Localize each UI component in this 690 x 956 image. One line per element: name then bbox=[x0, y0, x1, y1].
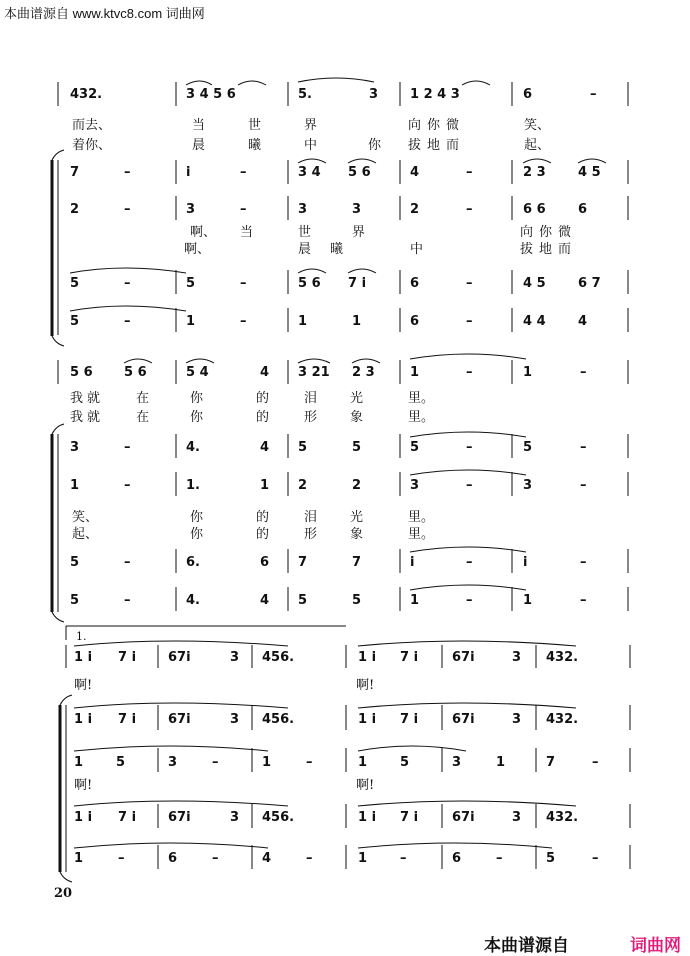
note: – bbox=[124, 165, 131, 180]
note: – bbox=[118, 851, 125, 866]
note: 1 bbox=[496, 755, 506, 770]
slur bbox=[238, 81, 266, 85]
note: 5 bbox=[410, 440, 420, 455]
bracket-hook bbox=[52, 424, 64, 434]
lyric-line: 形 bbox=[304, 410, 318, 425]
note: 3 21 bbox=[298, 365, 330, 380]
lyric-line: 笑、 bbox=[72, 510, 99, 525]
note: – bbox=[592, 755, 599, 770]
note: – bbox=[240, 314, 247, 329]
slur bbox=[74, 641, 288, 646]
note: 4. bbox=[186, 593, 200, 608]
note: 3 bbox=[512, 712, 522, 727]
slur bbox=[523, 159, 551, 163]
note: – bbox=[590, 87, 597, 102]
note: 4 bbox=[410, 165, 420, 180]
note: 432. bbox=[70, 87, 103, 102]
note: 5 bbox=[546, 851, 556, 866]
lyric-line: 当 bbox=[240, 225, 254, 240]
slur bbox=[70, 268, 186, 273]
slur bbox=[186, 81, 212, 85]
lyric-line: 向你微 bbox=[408, 118, 466, 133]
note: 3 bbox=[230, 810, 240, 825]
lyric-line: 啊! bbox=[74, 678, 93, 693]
lyric-line: 里。 bbox=[408, 527, 435, 542]
note: – bbox=[466, 314, 473, 329]
lyric-line: 光 bbox=[350, 510, 364, 525]
note: 6 6 bbox=[523, 202, 546, 217]
note: 1 bbox=[74, 851, 84, 866]
note: 2 bbox=[298, 478, 308, 493]
note: – bbox=[580, 593, 587, 608]
slur bbox=[410, 470, 526, 475]
lyric-line: 晨 bbox=[298, 242, 312, 257]
slur bbox=[410, 547, 526, 552]
note: 6. bbox=[186, 555, 200, 570]
note: 3 bbox=[168, 755, 178, 770]
note: 1 bbox=[410, 365, 420, 380]
lyric-line: 曦 bbox=[330, 242, 344, 257]
slur bbox=[348, 159, 376, 163]
note: 5 bbox=[70, 593, 80, 608]
slur bbox=[358, 746, 466, 751]
note: 7 bbox=[70, 165, 80, 180]
note: 7 i bbox=[400, 810, 419, 825]
lyric-line: 世 bbox=[298, 225, 312, 240]
lyric-line: 曦 bbox=[248, 138, 262, 153]
lyric-line: 在 bbox=[136, 410, 150, 425]
note: 6 bbox=[410, 276, 420, 291]
note: – bbox=[306, 755, 313, 770]
note: 5 bbox=[298, 440, 308, 455]
lyric-line: 中 bbox=[410, 242, 424, 257]
note: 1 2 4 3 bbox=[410, 87, 460, 102]
lyric-line: 啊、 bbox=[184, 242, 211, 257]
note: – bbox=[580, 440, 587, 455]
slur bbox=[352, 359, 380, 363]
slur bbox=[410, 354, 526, 359]
note: 1 i bbox=[74, 712, 93, 727]
slur bbox=[462, 81, 490, 85]
bracket-hook bbox=[52, 150, 64, 160]
note: 6 bbox=[168, 851, 178, 866]
slur bbox=[74, 746, 268, 751]
note: – bbox=[466, 365, 473, 380]
note: 4 bbox=[260, 440, 270, 455]
note: 5 bbox=[352, 440, 362, 455]
note: 4 bbox=[578, 314, 588, 329]
note: 7 i bbox=[400, 650, 419, 665]
slur bbox=[578, 159, 606, 163]
note: 5 bbox=[70, 314, 80, 329]
slur bbox=[74, 801, 288, 806]
note: 6 bbox=[410, 314, 420, 329]
page-number: 20 bbox=[54, 886, 73, 901]
note: 432. bbox=[546, 810, 579, 825]
note: 67i bbox=[452, 650, 475, 665]
note: 7 bbox=[298, 555, 308, 570]
lyric-line: 在 bbox=[136, 391, 150, 406]
lyric-line: 而去、 bbox=[72, 118, 112, 133]
lyric-line: 象 bbox=[350, 527, 364, 542]
bracket-hook bbox=[60, 695, 72, 705]
footer-brand-logo[interactable]: 词曲网 bbox=[630, 936, 681, 955]
slur bbox=[348, 269, 376, 273]
note: – bbox=[124, 314, 131, 329]
lyric-line: 着你、 bbox=[72, 138, 112, 153]
slur bbox=[70, 306, 186, 311]
note: 1 i bbox=[358, 810, 377, 825]
note: 3 4 5 6 bbox=[186, 87, 236, 102]
note: 1 bbox=[262, 755, 272, 770]
note: 3 bbox=[298, 202, 308, 217]
lyric-line: 里。 bbox=[408, 410, 435, 425]
note: 4 5 bbox=[578, 165, 601, 180]
note: 3 bbox=[452, 755, 462, 770]
lyric-line: 你 bbox=[368, 138, 382, 153]
note: i bbox=[410, 555, 415, 570]
footer-source-text: 本曲谱源自 bbox=[484, 936, 569, 955]
lyric-line: 泪 bbox=[304, 391, 318, 406]
note: – bbox=[124, 276, 131, 291]
note: – bbox=[124, 440, 131, 455]
note: 3 bbox=[523, 478, 533, 493]
note: 5 bbox=[523, 440, 533, 455]
note: – bbox=[212, 851, 219, 866]
lyric-line: 你 bbox=[190, 510, 204, 525]
lyric-line: 拔地而 bbox=[520, 242, 578, 257]
note: 5. bbox=[298, 87, 312, 102]
note: 6 bbox=[452, 851, 462, 866]
note: 1 bbox=[298, 314, 308, 329]
header-watermark: 本曲谱源自 www.ktvc8.com 词曲网 bbox=[4, 6, 205, 21]
note: 5 bbox=[352, 593, 362, 608]
note: i bbox=[523, 555, 528, 570]
note: 1 bbox=[70, 478, 80, 493]
note: 1 bbox=[358, 755, 368, 770]
lyric-line: 我就 bbox=[70, 410, 105, 425]
note: – bbox=[466, 165, 473, 180]
lyric-line: 泪 bbox=[304, 510, 318, 525]
note: 7 bbox=[352, 555, 362, 570]
note: 6 7 bbox=[578, 276, 601, 291]
lyric-line: 的 bbox=[256, 510, 270, 525]
note: – bbox=[580, 478, 587, 493]
lyric-line: 你 bbox=[190, 410, 204, 425]
note: 3 bbox=[70, 440, 80, 455]
note: 1. bbox=[186, 478, 200, 493]
note: i bbox=[186, 165, 191, 180]
note: 5 4 bbox=[186, 365, 209, 380]
note: 2 bbox=[352, 478, 362, 493]
note: 67i bbox=[452, 712, 475, 727]
note: 4 4 bbox=[523, 314, 546, 329]
note: 1 bbox=[352, 314, 362, 329]
lyric-line: 你 bbox=[190, 527, 204, 542]
note: 4 bbox=[260, 365, 270, 380]
note: – bbox=[466, 276, 473, 291]
lyric-line: 啊! bbox=[356, 678, 375, 693]
slur bbox=[410, 585, 526, 590]
lyric-line: 象 bbox=[350, 410, 364, 425]
note: 1 i bbox=[358, 712, 377, 727]
slur bbox=[124, 359, 152, 363]
bracket-hook bbox=[60, 872, 72, 882]
note: – bbox=[466, 202, 473, 217]
bracket-hook bbox=[52, 336, 64, 346]
note: 456. bbox=[262, 712, 295, 727]
note: 7 i bbox=[118, 810, 137, 825]
slur bbox=[298, 359, 330, 363]
lyric-line: 我就 bbox=[70, 391, 105, 406]
note: 1 bbox=[260, 478, 270, 493]
slur bbox=[358, 703, 576, 708]
lyric-line: 你 bbox=[190, 391, 204, 406]
note: 432. bbox=[546, 712, 579, 727]
note: 7 i bbox=[400, 712, 419, 727]
volta-marker: 1. bbox=[76, 630, 87, 643]
note: 5 bbox=[400, 755, 410, 770]
note: – bbox=[466, 440, 473, 455]
note: 5 6 bbox=[348, 165, 371, 180]
slur bbox=[74, 703, 288, 708]
lyric-line: 啊、 bbox=[190, 225, 217, 240]
note: 5 bbox=[298, 593, 308, 608]
lyric-line: 当 bbox=[192, 118, 206, 133]
note: – bbox=[124, 478, 131, 493]
note: – bbox=[580, 365, 587, 380]
note: – bbox=[496, 851, 503, 866]
note: 7 bbox=[546, 755, 556, 770]
lyric-line: 啊! bbox=[356, 778, 375, 793]
note: 456. bbox=[262, 650, 295, 665]
note: – bbox=[124, 555, 131, 570]
slur bbox=[358, 801, 576, 806]
note: 3 bbox=[512, 650, 522, 665]
lyric-line: 晨 bbox=[192, 138, 206, 153]
lyric-line: 世 bbox=[248, 118, 262, 133]
note: 5 bbox=[116, 755, 126, 770]
note: 3 bbox=[230, 650, 240, 665]
lyric-line: 光 bbox=[350, 391, 364, 406]
slur bbox=[298, 269, 326, 273]
note: 7 i bbox=[118, 712, 137, 727]
lyric-line: 拔地而 bbox=[408, 138, 466, 153]
note: – bbox=[306, 851, 313, 866]
note: – bbox=[124, 202, 131, 217]
note: 7 i bbox=[348, 276, 367, 291]
note: 6 bbox=[523, 87, 533, 102]
note: – bbox=[466, 593, 473, 608]
note: 1 bbox=[186, 314, 196, 329]
note: 5 6 bbox=[124, 365, 147, 380]
lyric-line: 起、 bbox=[72, 527, 99, 542]
note: 67i bbox=[168, 650, 191, 665]
note: 5 bbox=[186, 276, 196, 291]
note: 3 4 bbox=[298, 165, 321, 180]
note: 432. bbox=[546, 650, 579, 665]
note: – bbox=[240, 202, 247, 217]
lyric-line: 里。 bbox=[408, 391, 435, 406]
note: 67i bbox=[168, 712, 191, 727]
lyric-line: 界 bbox=[304, 118, 318, 133]
note: 6 bbox=[260, 555, 270, 570]
slur bbox=[298, 159, 326, 163]
lyric-line: 笑、 bbox=[524, 118, 551, 133]
note: – bbox=[240, 276, 247, 291]
note: 2 3 bbox=[523, 165, 546, 180]
lyric-line: 形 bbox=[304, 527, 318, 542]
note: 4 bbox=[262, 851, 272, 866]
note: 4 5 bbox=[523, 276, 546, 291]
slur bbox=[74, 843, 268, 848]
slur bbox=[358, 641, 576, 646]
note: 2 bbox=[410, 202, 420, 217]
note: 5 6 bbox=[298, 276, 321, 291]
note: 4. bbox=[186, 440, 200, 455]
note: 1 i bbox=[358, 650, 377, 665]
note: 1 bbox=[358, 851, 368, 866]
note: 1 bbox=[523, 593, 533, 608]
slur bbox=[410, 432, 526, 437]
note: 6 bbox=[578, 202, 588, 217]
note: 1 bbox=[74, 755, 84, 770]
bracket-hook bbox=[52, 612, 64, 622]
note: 3 bbox=[512, 810, 522, 825]
lyric-line: 的 bbox=[256, 391, 270, 406]
note: 3 bbox=[230, 712, 240, 727]
note: – bbox=[240, 165, 247, 180]
lyric-line: 中 bbox=[304, 138, 318, 153]
lyric-line: 啊! bbox=[74, 778, 93, 793]
note: 1 i bbox=[74, 810, 93, 825]
note: 456. bbox=[262, 810, 295, 825]
note: 3 bbox=[410, 478, 420, 493]
slur bbox=[186, 359, 214, 363]
lyric-line: 界 bbox=[352, 225, 366, 240]
note: 3 bbox=[352, 202, 362, 217]
lyric-line: 的 bbox=[256, 410, 270, 425]
note: – bbox=[580, 555, 587, 570]
note: – bbox=[466, 478, 473, 493]
slur bbox=[298, 78, 374, 82]
lyric-line: 向你微 bbox=[520, 225, 578, 240]
note: 4 bbox=[260, 593, 270, 608]
note: 5 bbox=[70, 555, 80, 570]
note: 1 bbox=[523, 365, 533, 380]
note: 67i bbox=[168, 810, 191, 825]
note: 3 bbox=[186, 202, 196, 217]
note: 2 3 bbox=[352, 365, 375, 380]
note: 5 bbox=[70, 276, 80, 291]
note: – bbox=[212, 755, 219, 770]
note: 2 bbox=[70, 202, 80, 217]
note: 1 bbox=[410, 593, 420, 608]
note: – bbox=[400, 851, 407, 866]
lyric-line: 起、 bbox=[524, 138, 551, 153]
note: 5 6 bbox=[70, 365, 93, 380]
note: 3 bbox=[369, 87, 379, 102]
lyric-line: 的 bbox=[256, 527, 270, 542]
note: – bbox=[466, 555, 473, 570]
note: – bbox=[592, 851, 599, 866]
slur bbox=[358, 843, 552, 848]
note: 1 i bbox=[74, 650, 93, 665]
note: 67i bbox=[452, 810, 475, 825]
lyric-line: 里。 bbox=[408, 510, 435, 525]
note: 7 i bbox=[118, 650, 137, 665]
note: – bbox=[124, 593, 131, 608]
